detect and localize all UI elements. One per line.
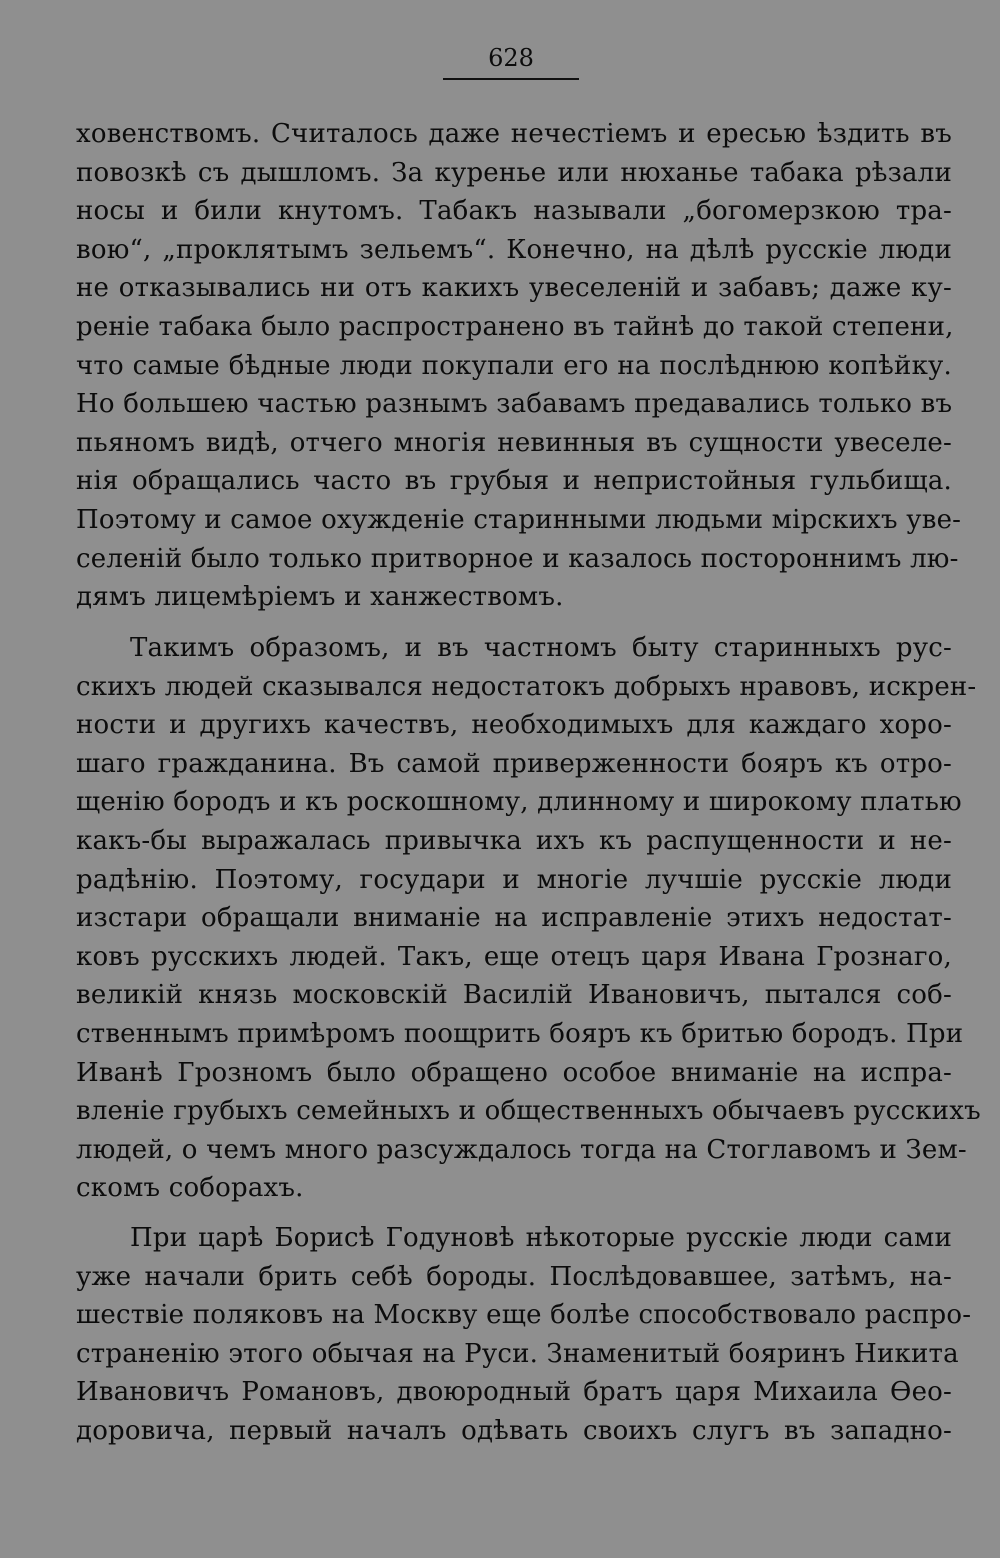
text-line: скомъ соборахъ. [76,1173,304,1204]
text-line: великій князь московскій Василій Ивановичъ, пытался соб- [76,980,952,1011]
text-line: нія обращались часто въ грубыя и непристойныя гульбища. [76,466,952,497]
text-line: Такимъ образомъ, и въ частномъ быту старинныхъ рус- [130,633,952,663]
text-line: Но большею частью разнымъ забавамъ предавались только въ [76,389,953,420]
text-line: страненію этого обычая на Руси. Знаменитый бояринъ Никита [76,1338,959,1369]
text-line: что самые бѣдные люди покупали его на послѣднюю копѣйку. [76,350,952,381]
text-line: вою“, „проклятымъ зельемъ“. Конечно, на дѣлѣ русскіе люди [76,234,952,265]
text-line: Поэтому и самое охужденіе старинными людьми мірскихъ уве- [76,504,962,535]
text-line: шествіе поляковъ на Москву еще болѣе способствовало распро- [76,1300,972,1331]
text-line: ковъ русскихъ людей. Такъ, еще отецъ царя Ивана Грознаго, [76,941,952,972]
header-rule [443,78,579,80]
text-line: изстари обращали вниманіе на исправленіе этихъ недостат- [76,903,952,934]
text-line: повозкѣ съ дышломъ. За куренье или нюханье табака рѣзали [76,157,952,188]
text-line: реніе табака было распространено въ тайнѣ до такой степени, [76,311,954,342]
text-line: При царѣ Борисѣ Годуновѣ нѣкоторые русскіе люди сами [130,1223,952,1253]
text-line: скихъ людей сказывался недостатокъ добрыхъ нравовъ, искрен- [76,671,977,702]
text-line: радѣнію. Поэтому, государи и многіе лучшіе русскіе люди [76,864,952,895]
text-line: пьяномъ видѣ, отчего многія невинныя въ сущности увеселе- [76,427,952,458]
text-line: носы и били кнутомъ. Табакъ называли „богомерзкою тра- [76,196,952,227]
text-line: доровича, первый началъ одѣвать своихъ слугъ въ западно- [76,1415,952,1446]
paragraph [76,115,962,617]
text-line: ховенствомъ. Считалось даже нечестіемъ и ересью ѣздить въ [76,119,952,149]
paragraph [76,1219,972,1451]
text-line: вленіе грубыхъ семейныхъ и общественныхъ обычаевъ русскихъ [76,1096,981,1127]
text-line: Иванѣ Грозномъ было обращено особое вниманіе на испра- [76,1057,952,1088]
text-line: Ивановичъ Романовъ, двоюродный братъ царя Михаила Ѳео- [76,1377,952,1408]
text-line: ственнымъ примѣромъ поощрить бояръ къ бритью бородъ. При [76,1018,964,1049]
text-line: уже начали брить себѣ бороды. Послѣдовавшее, затѣмъ, на- [76,1261,952,1292]
text-line: шаго гражданина. Въ самой приверженности бояръ къ отро- [76,748,952,779]
text-line: людей, о чемъ много разсуждалось тогда на Стоглавомъ и Зем- [76,1134,967,1165]
text-line: селеній было только притворное и казалось постороннимъ лю- [76,543,959,574]
text-line: щенію бородъ и къ роскошному, длинному и широкому платью [76,787,962,818]
text-line: какъ-бы выражалась привычка ихъ къ распущенности и не- [76,825,952,856]
text-line: дямъ лицемѣріемъ и ханжествомъ. [76,582,564,613]
paragraph [76,629,981,1208]
text-line: не отказывались ни отъ какихъ увеселеній и забавъ; даже ку- [76,273,952,304]
page-number: 628 [488,44,534,72]
text-line: ности и другихъ качествъ, необходимыхъ для каждаго хоро- [76,710,952,741]
